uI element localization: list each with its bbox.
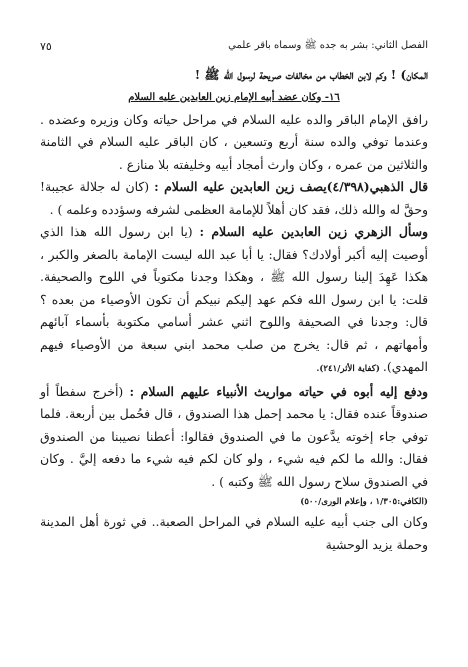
chapter-title: الفصل الثاني: بشر به جده ﷺ وسماه باقر علمي xyxy=(228,40,428,51)
section-title-text: ١٦- وكان عضد أبيه الإمام زين العابدين عليه السلام xyxy=(128,91,340,103)
running-header xyxy=(40,38,428,54)
paragraph-3-citation: (كفاية الأثر/٢٤١). xyxy=(316,364,383,374)
paragraph-4-citation: (الكافي:١/٣٠٥ ، وإعلام الورى/٥٠٠) xyxy=(300,497,428,507)
page-number: ٧٥ xyxy=(40,39,52,53)
paragraph-4-text: (أخرج سفطاً أو صندوقاً عنده فقال: يا محمد إحمل هذا الصندوق ، قال فحُمل بين أربعة. فلما توفي جاء إخوته يدَّعون ما في الصندوق فقالوا: أعطنا نصيبنا من الصندوق فقال: والله ما لكم فيه شيء ، ولو كان لكم فيه شيء ما دفعه إليَّ . وكان في الصندوق سلاح رسول الله ﷺ وكتبه ) . xyxy=(40,383,428,489)
paragraph-4-lead: ودفع إليه أبوه في حياته مواريث الأنبياء عليهم السلام : xyxy=(129,383,428,399)
paragraph-3-lead: وسأل الزهري زين العابدين عليه السلام : xyxy=(199,224,428,239)
paragraph-2 xyxy=(40,176,428,221)
paragraph-5: وكان الى جنب أبيه عليه السلام في المراحل الصعبة.. في ثورة أهل المدينة وحملة يزيد الوحشية xyxy=(40,514,428,552)
paragraph-1: رافق الإمام الباقر والده عليه السلام في مراحل حياته وكان وزيره وعضده . وعندما توفي والده سنة أربع وتسعين ، كان الباقر عليه السلام في الثامنة والثلاثين من عمره ، وكان وارث أمجاد أبيه وخليفته بلا منازع . xyxy=(40,111,428,172)
paragraph-2-text: (كان له جلالة عجيبة! وحقَّ له والله ذلك، فقد كان أهلاً للإمامة العظمى لشرفه وسؤدده وعلمه ) . xyxy=(40,179,428,217)
paragraph-0: المكان) ! وكم لابن الخطاب من مخالفات صريحة لرسول الله ﷺ ! xyxy=(194,67,428,82)
paragraph-2-lead: قال الذهبي(٤/٣٩٨)يصف زين العابدين عليه السلام : xyxy=(154,179,429,194)
paragraph-4 xyxy=(40,381,428,494)
paragraph-3 xyxy=(40,221,428,381)
paragraph-3-text: (يا ابن رسول الله هذا الذي أوصيت إليه أكبر أولادك؟ فقال: يا أبا عبد الله ليست الإمامة بالصغر والكبر ، هكذا عَهِدَ إلينا رسول الله ﷺ ، وهكذا وجدنا مكتوباً في اللوح والصحيفة. قلت: يا ابن رسول الله فكم عهد إليكم نبيكم أن تكون الأوصياء من بعده ؟ قال: وجدنا في الصحيفة واللوح اثني عشر أسامي مكتوبة بأسماء آبائهم وأمهاتهم ، ثم قال: يخرج من صلب محمد ابني سبعة من الأوصياء فيهم المهدي). xyxy=(40,224,428,374)
section-title xyxy=(40,87,428,109)
